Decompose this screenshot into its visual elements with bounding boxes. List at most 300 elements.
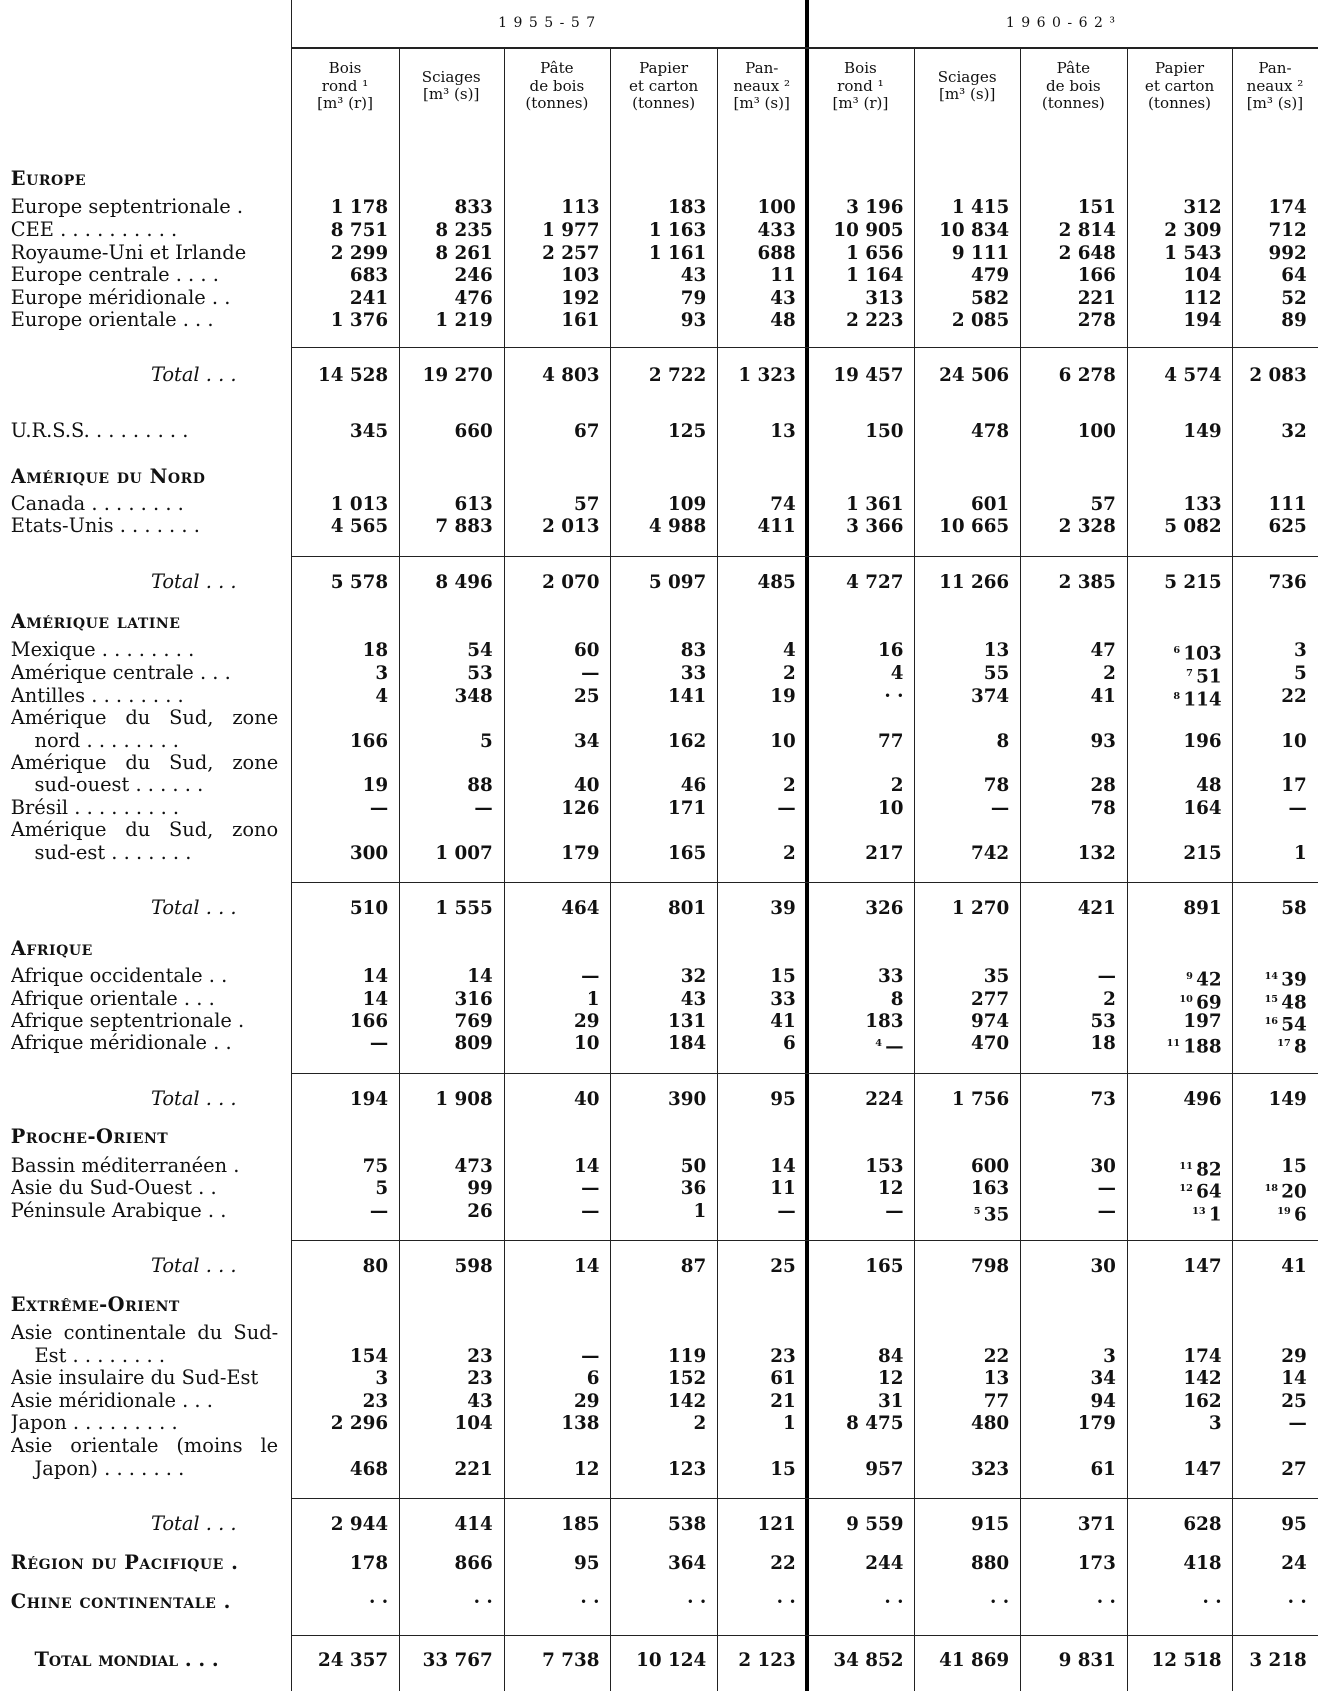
table-cell: 742	[970, 843, 1010, 865]
table-cell: 241	[349, 287, 389, 309]
table-cell: —	[369, 1201, 389, 1223]
column-header-line: [m³ (r)]	[317, 93, 373, 112]
table-cell: 18	[362, 640, 389, 662]
header-rule	[291, 47, 1317, 48]
table-cell: 421	[1077, 898, 1116, 920]
table-cell	[1232, 1010, 1317, 1034]
table-cell: 80	[362, 1256, 389, 1278]
row-label	[11, 515, 278, 538]
row-label	[11, 1322, 278, 1367]
row-label	[11, 1412, 278, 1435]
table-cell: 11	[770, 265, 796, 287]
table-cell: 880	[970, 1552, 1010, 1574]
cell-value: 35	[983, 1204, 1010, 1226]
footnote-marker: 6	[1173, 645, 1181, 657]
column-header-line: Sciages	[421, 68, 481, 86]
table-cell: 418	[1183, 1552, 1222, 1574]
table-cell: 2 070	[542, 572, 600, 594]
row-label-line: Péninsule Arabique . .	[10, 1200, 227, 1223]
footnote-marker: 13	[1192, 1206, 1206, 1218]
table-cell: 613	[454, 493, 493, 515]
footnote-marker: 15	[1264, 993, 1279, 1005]
table-cell: 5 215	[1164, 572, 1222, 594]
row-label-line: Japon . . . . . . . . .	[10, 1412, 178, 1435]
table-cell: 1 908	[435, 1088, 493, 1110]
section-heading	[11, 938, 278, 961]
table-cell: 35	[983, 965, 1010, 987]
table-cell: 374	[970, 685, 1010, 707]
row-label	[11, 571, 278, 594]
table-cell: 2 385	[1058, 572, 1116, 594]
table-cell: 126	[561, 797, 600, 819]
table-cell: 147	[1183, 1256, 1222, 1278]
table-cell: 2	[782, 843, 796, 865]
table-cell: 14	[467, 965, 493, 987]
table-cell: 1 323	[738, 365, 796, 387]
table-cell: 8	[890, 988, 904, 1010]
table-cell: 197	[1183, 1011, 1222, 1033]
row-label	[11, 1177, 278, 1200]
table-cell: 5	[479, 730, 493, 752]
table-cell: 4 727	[846, 572, 904, 594]
section-rule	[291, 882, 1317, 883]
table-cell: 166	[1077, 265, 1116, 287]
table-cell: 801	[667, 898, 707, 920]
row-label-line: Total . . .	[150, 364, 237, 387]
table-cell: 473	[454, 1155, 493, 1177]
table-cell: 510	[349, 898, 389, 920]
table-cell: 29	[573, 1390, 600, 1412]
table-cell: 479	[970, 265, 1010, 287]
table-cell: 171	[667, 797, 707, 819]
section-heading	[11, 1294, 278, 1317]
table-cell: 688	[757, 242, 796, 264]
row-label-line: Royaume-Uni et Irlande	[10, 241, 247, 264]
row-label-line: Canada . . . . . . . .	[10, 492, 184, 515]
table-cell: 625	[1268, 516, 1307, 538]
table-cell: 24	[1281, 1552, 1307, 1574]
footnote-marker: 4	[875, 1037, 882, 1049]
column-header	[1127, 60, 1233, 112]
row-label-line: Amérique du Sud, zone	[10, 707, 279, 730]
table-cell: 600	[970, 1155, 1010, 1177]
table-cell: 121	[757, 1513, 796, 1535]
column-header-line: Pâte	[540, 59, 574, 78]
table-cell: 25	[770, 1256, 796, 1278]
row-label	[11, 707, 278, 752]
table-cell: 2	[1103, 663, 1116, 684]
table-cell: 5 097	[648, 572, 707, 594]
table-cell: 179	[1077, 1413, 1116, 1435]
table-cell: 3 218	[1249, 1649, 1307, 1671]
column-header-line: [m³ (r)]	[832, 93, 889, 112]
table-cell: 67	[573, 421, 600, 443]
table-cell: 2	[693, 1413, 707, 1435]
table-cell: 9 111	[951, 242, 1010, 264]
table-cell: 79	[680, 287, 707, 309]
table-cell: 1 415	[951, 197, 1010, 219]
table-cell: 2	[890, 775, 904, 797]
table-cell: 2 722	[648, 365, 707, 387]
table-cell: 15	[770, 965, 796, 987]
table-cell: 174	[1183, 1345, 1222, 1367]
section-heading	[11, 466, 278, 489]
table-cell: 138	[561, 1413, 600, 1435]
column-header-line: de bois	[1046, 76, 1101, 95]
table-cell: 16	[878, 640, 904, 662]
row-label-line: Total . . .	[150, 1512, 237, 1535]
table-cell: 323	[970, 1458, 1010, 1480]
table-cell: 28	[1090, 775, 1116, 797]
row-label	[11, 897, 278, 920]
table-cell: 582	[970, 287, 1010, 309]
row-label	[11, 988, 278, 1011]
table-cell: 95	[1281, 1513, 1307, 1535]
table-cell: 2 328	[1058, 516, 1116, 538]
table-cell: · ·	[473, 1592, 493, 1614]
table-cell: 300	[349, 843, 389, 865]
table-cell: 221	[454, 1458, 493, 1480]
table-cell: 164	[1183, 797, 1222, 819]
table-cell: 43	[680, 988, 707, 1010]
table-cell: 61	[1090, 1458, 1116, 1480]
table-cell	[1127, 1032, 1233, 1056]
table-cell: 87	[680, 1256, 707, 1278]
table-cell: 173	[1077, 1552, 1116, 1574]
table-cell: 43	[467, 1390, 493, 1412]
table-cell: 14	[362, 988, 389, 1010]
table-cell: 313	[865, 287, 904, 309]
table-cell: 6	[586, 1368, 600, 1390]
table-cell: 2 223	[846, 310, 904, 332]
table-cell: 142	[1183, 1368, 1222, 1390]
table-cell: 8 235	[435, 219, 493, 241]
column-header-line: et carton	[628, 76, 699, 95]
table-cell: 58	[1281, 898, 1307, 920]
table-cell: 14	[573, 1155, 600, 1177]
table-cell: 464	[561, 898, 600, 920]
column-header-line: neaux ²	[1246, 76, 1304, 95]
table-cell: 660	[454, 421, 493, 443]
row-label-line: Est . . . . . . . .	[34, 1344, 166, 1367]
table-cell: 1 977	[542, 219, 600, 241]
table-cell: 29	[573, 1011, 600, 1033]
row-label	[11, 420, 278, 443]
table-cell: 683	[349, 265, 389, 287]
table-cell: 14	[1281, 1368, 1307, 1390]
table-cell: 480	[970, 1413, 1010, 1435]
row-label	[11, 1255, 278, 1278]
cell-value: 42	[1196, 969, 1222, 991]
section-rule	[291, 347, 1317, 348]
table-cell: 217	[865, 843, 904, 865]
row-label-line: Etats-Unis . . . . . . .	[10, 515, 200, 538]
table-cell: 8 751	[330, 219, 389, 241]
table-cell: 33	[878, 965, 904, 987]
table-cell: 18	[1090, 1032, 1116, 1054]
row-label	[11, 264, 278, 287]
table-cell: 161	[561, 310, 600, 332]
footnote-marker: 14	[1264, 970, 1279, 982]
table-cell: 153	[865, 1155, 904, 1177]
row-label-line: Total . . .	[150, 571, 237, 594]
table-cell: 39	[770, 898, 796, 920]
table-cell	[1127, 965, 1233, 989]
table-cell: 46	[680, 775, 707, 797]
table-cell: 43	[680, 265, 707, 287]
table-cell: 183	[865, 1011, 904, 1033]
table-cell: 957	[865, 1458, 904, 1480]
row-label	[11, 685, 278, 708]
table-cell: 798	[970, 1256, 1010, 1278]
table-cell: 10	[878, 797, 904, 819]
footnote-marker: 18	[1264, 1183, 1279, 1195]
table-cell: 77	[983, 1390, 1010, 1412]
table-cell: 2	[1103, 988, 1116, 1010]
table-cell: · ·	[687, 1592, 707, 1614]
table-cell: 25	[573, 685, 600, 707]
table-cell: 32	[1281, 421, 1307, 443]
table-cell: · ·	[884, 685, 904, 707]
table-cell: 95	[770, 1088, 796, 1110]
table-cell: —	[474, 797, 493, 819]
table-cell: 10 124	[636, 1649, 707, 1671]
table-cell: 1 013	[330, 493, 389, 515]
table-cell: —	[369, 1032, 389, 1054]
table-cell: 19 457	[833, 365, 904, 387]
table-cell: 8 261	[435, 242, 493, 264]
table-cell: 1 178	[330, 197, 389, 219]
table-cell: · ·	[990, 1592, 1010, 1614]
cell-value: 39	[1281, 969, 1307, 991]
table-cell: 149	[1183, 421, 1222, 443]
table-cell: 411	[757, 516, 796, 538]
table-cell: 628	[1183, 1513, 1222, 1535]
row-label-line: Afrique méridionale . .	[10, 1031, 232, 1054]
row-label-line: Amérique du Sud, zone	[10, 751, 279, 774]
table-cell: —	[990, 797, 1010, 819]
table-cell: 5 082	[1164, 516, 1222, 538]
cell-value: 64	[1196, 1181, 1222, 1203]
table-cell: 52	[1281, 287, 1307, 309]
row-label-line: Bassin méditerranéen .	[10, 1154, 240, 1177]
table-cell: 2 944	[330, 1513, 389, 1535]
table-cell	[806, 1032, 914, 1056]
table-cell: 14 528	[318, 365, 389, 387]
row-label	[11, 1200, 278, 1223]
table-cell: 32	[680, 965, 707, 987]
row-label-line: Total mondial . . .	[34, 1648, 219, 1671]
table-cell: 83	[680, 640, 707, 662]
table-cell: 2 299	[330, 242, 389, 264]
section-heading	[11, 611, 278, 634]
column-header	[610, 60, 717, 112]
row-label	[11, 1649, 278, 1672]
table-cell: 41	[1281, 1256, 1307, 1278]
table-cell: 3	[1103, 1345, 1116, 1367]
row-label-line: Afrique occidentale . .	[10, 964, 228, 987]
table-cell: 2 123	[738, 1649, 796, 1671]
table-cell: 149	[1268, 1088, 1307, 1110]
table-cell	[1232, 1032, 1317, 1056]
row-label	[11, 797, 278, 820]
table-cell: 496	[1183, 1088, 1222, 1110]
table-cell: 179	[561, 843, 600, 865]
column-header	[914, 69, 1020, 104]
table-cell: —	[777, 797, 796, 819]
row-label-line: Amérique du Nord	[10, 465, 206, 488]
column-header-line: de bois	[529, 76, 585, 95]
column-header	[717, 60, 806, 112]
table-cell: 14	[770, 1155, 796, 1177]
table-cell: 40	[573, 775, 600, 797]
column-header-line: rond ¹	[837, 76, 884, 95]
table-cell: 131	[667, 1011, 707, 1033]
table-cell: 14	[362, 965, 389, 987]
table-cell: 64	[1281, 265, 1307, 287]
table-cell: 125	[667, 421, 707, 443]
column-header-line: Papier	[639, 59, 689, 78]
table-cell: 1 756	[951, 1088, 1010, 1110]
table-cell: 163	[970, 1178, 1010, 1200]
table-cell: 61	[770, 1368, 796, 1390]
table-cell: —	[581, 1201, 600, 1223]
row-label	[11, 287, 278, 310]
footnote-marker: 9	[1186, 970, 1193, 982]
table-cell: 53	[467, 663, 493, 684]
table-cell: 19	[770, 685, 796, 707]
table-cell	[1127, 1200, 1233, 1224]
table-cell: 192	[561, 287, 600, 309]
table-cell: 22	[1281, 685, 1307, 707]
table-cell: 57	[573, 493, 600, 515]
table-cell: 974	[970, 1011, 1010, 1033]
table-cell: · ·	[776, 1592, 796, 1614]
table-cell: 34	[573, 730, 600, 752]
table-cell: 1 219	[435, 310, 493, 332]
row-label-line: Japon) . . . . . . .	[34, 1457, 185, 1480]
table-cell: 12	[878, 1368, 904, 1390]
table-cell: 15	[770, 1458, 796, 1480]
row-label-line: nord . . . . . . . .	[34, 729, 179, 752]
table-cell: 4	[890, 663, 904, 684]
table-cell: 14	[573, 1256, 600, 1278]
table-cell: 4 565	[330, 516, 389, 538]
table-cell: 414	[454, 1513, 493, 1535]
table-cell	[1232, 988, 1317, 1012]
row-label	[11, 1088, 278, 1111]
table-cell: 33 767	[422, 1649, 493, 1671]
table-cell: 866	[454, 1552, 493, 1574]
table-cell: 74	[770, 493, 796, 515]
row-label-line: Asie du Sud-Ouest . .	[10, 1177, 217, 1200]
table-cell: 40	[573, 1088, 600, 1110]
table-cell: 736	[1268, 572, 1307, 594]
table-cell: 3	[1294, 640, 1307, 662]
row-label-line: Asie insulaire du Sud-Est	[10, 1367, 259, 1390]
section-rule	[291, 1498, 1317, 1499]
cell-value: 54	[1281, 1014, 1307, 1036]
section-rule	[291, 556, 1317, 557]
table-cell: 1 361	[846, 493, 904, 515]
period-header-1955-57: 1955-57	[498, 14, 602, 31]
table-cell: 165	[865, 1256, 904, 1278]
cell-value: 82	[1196, 1159, 1222, 1181]
table-cell: 4	[782, 640, 796, 662]
table-cell: 133	[1183, 493, 1222, 515]
section-rule	[291, 1073, 1317, 1074]
table-cell: 84	[878, 1345, 904, 1367]
table-cell: 9 559	[846, 1513, 904, 1535]
table-cell: —	[581, 1345, 600, 1367]
table-cell: 12	[878, 1178, 904, 1200]
table-cell: 25	[1281, 1390, 1307, 1412]
table-cell: 4 803	[542, 365, 600, 387]
table-cell: 3	[375, 663, 389, 684]
table-cell: 538	[667, 1513, 707, 1535]
table-cell: 1 164	[846, 265, 904, 287]
table-cell: 10	[770, 730, 796, 752]
table-cell: 2 013	[542, 516, 600, 538]
column-header-line: (tonnes)	[1041, 93, 1105, 112]
row-label	[11, 1032, 278, 1055]
table-cell: —	[369, 797, 389, 819]
column-header-line: [m³ (s)]	[1246, 93, 1304, 112]
table-cell: 112	[1183, 287, 1222, 309]
column-header-line: Pan-	[745, 59, 779, 78]
row-label-line: Brésil . . . . . . . . .	[10, 796, 180, 819]
row-label-line: sud-ouest . . . . . .	[34, 774, 204, 797]
row-label-line: Total . . .	[150, 1255, 237, 1278]
table-cell: 2 648	[1058, 242, 1116, 264]
table-cell: · ·	[369, 1592, 389, 1614]
column-header	[1020, 60, 1127, 112]
cell-value: 51	[1196, 666, 1222, 688]
table-cell: 6 278	[1058, 365, 1116, 387]
table-cell: 476	[454, 287, 493, 309]
table-cell: 769	[454, 1011, 493, 1033]
row-label-line: Total . . .	[150, 1087, 237, 1110]
table-cell: 10	[573, 1032, 600, 1054]
table-cell: 41	[1090, 685, 1116, 707]
row-label	[11, 662, 278, 685]
table-cell: 5	[375, 1178, 389, 1200]
table-cell: —	[1097, 965, 1116, 987]
column-header-line: Bois	[328, 59, 362, 78]
table-cell: 19 270	[422, 365, 493, 387]
table-cell: 94	[1090, 1390, 1116, 1412]
column-header	[399, 69, 504, 104]
table-cell: 53	[1090, 1011, 1116, 1033]
table-cell: 31	[878, 1390, 904, 1412]
table-cell	[1127, 662, 1233, 686]
table-cell: 326	[865, 898, 904, 920]
section-heading	[11, 1126, 278, 1149]
column-header-line: (tonnes)	[632, 93, 696, 112]
table-cell: 162	[667, 730, 707, 752]
table-cell: 50	[680, 1155, 707, 1177]
table-cell: 99	[467, 1178, 493, 1200]
table-cell: 30	[1090, 1155, 1116, 1177]
table-cell: · ·	[1202, 1592, 1222, 1614]
row-label-line: Amérique latine	[10, 611, 181, 634]
table-cell: —	[777, 1201, 796, 1223]
column-header-line: neaux ²	[733, 76, 791, 95]
cell-value: 48	[1281, 992, 1307, 1014]
row-label	[11, 493, 278, 516]
table-cell: · ·	[580, 1592, 600, 1614]
table-cell: 34 852	[833, 1649, 904, 1671]
